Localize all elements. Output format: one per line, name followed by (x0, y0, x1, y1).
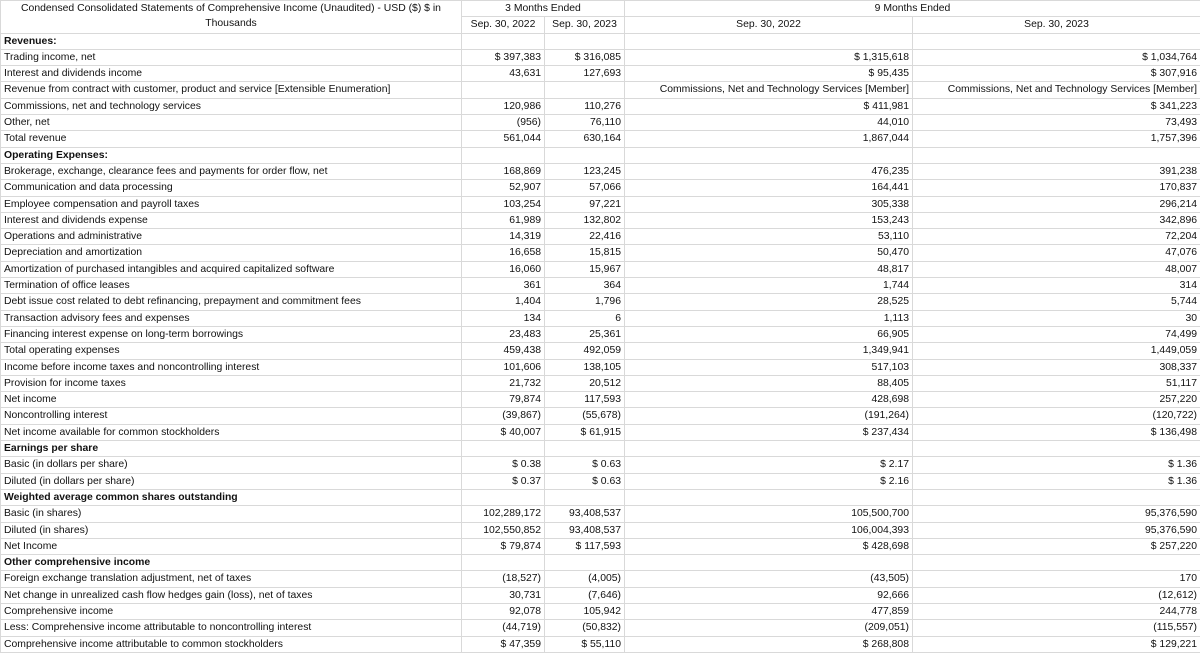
value-cell: 5,744 (913, 294, 1200, 310)
value-cell (462, 441, 545, 457)
value-cell (545, 147, 625, 163)
value-cell: $ 129,221 (913, 636, 1200, 652)
value-cell: 117,593 (545, 392, 625, 408)
row-label: Financing interest expense on long-term borrowings (1, 326, 462, 342)
value-cell: $ 268,808 (625, 636, 913, 652)
value-cell: 127,693 (545, 66, 625, 82)
value-cell: 105,942 (545, 603, 625, 619)
table-row (1, 326, 1200, 342)
table-row (1, 473, 1200, 489)
table-row (1, 245, 1200, 261)
value-cell: 21,732 (462, 375, 545, 391)
value-cell: 15,815 (545, 245, 625, 261)
section-label: Weighted average common shares outstanding (1, 489, 462, 505)
value-cell: 168,869 (462, 163, 545, 179)
value-cell: 16,060 (462, 261, 545, 277)
table-row (1, 294, 1200, 310)
row-label: Comprehensive income (1, 603, 462, 619)
value-cell: 517,103 (625, 359, 913, 375)
value-cell (462, 33, 545, 49)
value-cell: $ 2.17 (625, 457, 913, 473)
value-cell (462, 555, 545, 571)
value-cell: $ 341,223 (913, 98, 1200, 114)
value-cell: (12,612) (913, 587, 1200, 603)
value-cell: $ 257,220 (913, 538, 1200, 554)
value-cell: 1,796 (545, 294, 625, 310)
value-cell: 364 (545, 278, 625, 294)
row-label: Noncontrolling interest (1, 408, 462, 424)
table-row (1, 571, 1200, 587)
table-row (1, 196, 1200, 212)
value-cell: 97,221 (545, 196, 625, 212)
value-cell: 22,416 (545, 229, 625, 245)
value-cell: 1,404 (462, 294, 545, 310)
table-row (1, 82, 1200, 98)
table-row (1, 636, 1200, 652)
row-label: Basic (in dollars per share) (1, 457, 462, 473)
value-cell: 95,376,590 (913, 506, 1200, 522)
table-row (1, 131, 1200, 147)
value-cell: 15,967 (545, 261, 625, 277)
value-cell: (55,678) (545, 408, 625, 424)
row-label: Trading income, net (1, 49, 462, 65)
section-label: Revenues: (1, 33, 462, 49)
value-cell: 43,631 (462, 66, 545, 82)
value-cell (462, 489, 545, 505)
table-row (1, 620, 1200, 636)
section-header-row (1, 489, 1200, 505)
value-cell (625, 489, 913, 505)
value-cell (462, 82, 545, 98)
row-label: Provision for income taxes (1, 375, 462, 391)
row-label: Commissions, net and technology services (1, 98, 462, 114)
value-cell: 305,338 (625, 196, 913, 212)
value-cell: (50,832) (545, 620, 625, 636)
value-cell (913, 489, 1200, 505)
row-label: Termination of office leases (1, 278, 462, 294)
value-cell: 314 (913, 278, 1200, 294)
table-row (1, 457, 1200, 473)
section-label: Other comprehensive income (1, 555, 462, 571)
value-cell: 102,289,172 (462, 506, 545, 522)
row-label: Other, net (1, 115, 462, 131)
row-label: Less: Comprehensive income attributable to noncontrolling interest (1, 620, 462, 636)
row-label: Operations and administrative (1, 229, 462, 245)
table-row (1, 66, 1200, 82)
value-cell: 66,905 (625, 326, 913, 342)
value-cell: $ 117,593 (545, 538, 625, 554)
group-header-9-months: 9 Months Ended (625, 1, 1200, 17)
value-cell: 296,214 (913, 196, 1200, 212)
value-cell (545, 33, 625, 49)
value-cell: 74,499 (913, 326, 1200, 342)
value-cell: Commissions, Net and Technology Services [Member] (913, 82, 1200, 98)
row-label: Employee compensation and payroll taxes (1, 196, 462, 212)
row-label: Transaction advisory fees and expenses (1, 310, 462, 326)
value-cell: 106,004,393 (625, 522, 913, 538)
value-cell: 95,376,590 (913, 522, 1200, 538)
value-cell: 79,874 (462, 392, 545, 408)
value-cell: $ 55,110 (545, 636, 625, 652)
value-cell: $ 79,874 (462, 538, 545, 554)
value-cell: 134 (462, 310, 545, 326)
value-cell: 93,408,537 (545, 522, 625, 538)
table-row (1, 587, 1200, 603)
row-label: Diluted (in shares) (1, 522, 462, 538)
value-cell: 53,110 (625, 229, 913, 245)
value-cell: (209,051) (625, 620, 913, 636)
value-cell: $ 0.63 (545, 457, 625, 473)
row-label: Depreciation and amortization (1, 245, 462, 261)
value-cell: 23,483 (462, 326, 545, 342)
value-cell: 92,078 (462, 603, 545, 619)
value-cell: 428,698 (625, 392, 913, 408)
table-row (1, 163, 1200, 179)
value-cell: $ 0.37 (462, 473, 545, 489)
value-cell: $ 136,498 (913, 424, 1200, 440)
value-cell: (115,557) (913, 620, 1200, 636)
row-label: Interest and dividends income (1, 66, 462, 82)
value-cell (625, 555, 913, 571)
value-cell: 16,658 (462, 245, 545, 261)
table-row (1, 375, 1200, 391)
value-cell: $ 1.36 (913, 457, 1200, 473)
value-cell: 1,757,396 (913, 131, 1200, 147)
value-cell: $ 47,359 (462, 636, 545, 652)
row-label: Brokerage, exchange, clearance fees and payments for order flow, net (1, 163, 462, 179)
value-cell: 72,204 (913, 229, 1200, 245)
table-row (1, 506, 1200, 522)
value-cell: 103,254 (462, 196, 545, 212)
table-row (1, 180, 1200, 196)
value-cell: 93,408,537 (545, 506, 625, 522)
row-label: Net Income (1, 538, 462, 554)
section-header-row (1, 33, 1200, 49)
value-cell: 123,245 (545, 163, 625, 179)
row-label: Total revenue (1, 131, 462, 147)
table-row (1, 98, 1200, 114)
row-label: Revenue from contract with customer, product and service [Extensible Enumeration] (1, 82, 462, 98)
value-cell (625, 441, 913, 457)
value-cell: 630,164 (545, 131, 625, 147)
value-cell: (39,867) (462, 408, 545, 424)
value-cell (545, 441, 625, 457)
value-cell: (43,505) (625, 571, 913, 587)
value-cell: $ 0.38 (462, 457, 545, 473)
statement-title: Condensed Consolidated Statements of Comprehensive Income (Unaudited) - USD ($) $ in Thousands (1, 1, 462, 34)
value-cell: 308,337 (913, 359, 1200, 375)
value-cell: 30 (913, 310, 1200, 326)
row-label: Foreign exchange translation adjustment, net of taxes (1, 571, 462, 587)
section-header-row (1, 555, 1200, 571)
value-cell: 110,276 (545, 98, 625, 114)
value-cell: 52,907 (462, 180, 545, 196)
table-row (1, 522, 1200, 538)
value-cell: 61,989 (462, 212, 545, 228)
value-cell (625, 33, 913, 49)
value-cell: 459,438 (462, 343, 545, 359)
value-cell: 102,550,852 (462, 522, 545, 538)
value-cell: 14,319 (462, 229, 545, 245)
table-row (1, 115, 1200, 131)
value-cell: $ 1,034,764 (913, 49, 1200, 65)
table-row (1, 343, 1200, 359)
value-cell: 47,076 (913, 245, 1200, 261)
row-label: Debt issue cost related to debt refinancing, prepayment and commitment fees (1, 294, 462, 310)
value-cell: $ 307,916 (913, 66, 1200, 82)
value-cell: $ 40,007 (462, 424, 545, 440)
row-label: Total operating expenses (1, 343, 462, 359)
value-cell: $ 1.36 (913, 473, 1200, 489)
table-row (1, 49, 1200, 65)
column-header-date: Sep. 30, 2023 (913, 17, 1200, 33)
value-cell: (7,646) (545, 587, 625, 603)
value-cell: 170 (913, 571, 1200, 587)
value-cell (545, 489, 625, 505)
section-header-row (1, 441, 1200, 457)
row-label: Basic (in shares) (1, 506, 462, 522)
value-cell: 20,512 (545, 375, 625, 391)
value-cell: 1,113 (625, 310, 913, 326)
table-row (1, 212, 1200, 228)
value-cell: 28,525 (625, 294, 913, 310)
value-cell: (18,527) (462, 571, 545, 587)
value-cell: 1,349,941 (625, 343, 913, 359)
value-cell: 105,500,700 (625, 506, 913, 522)
row-label: Comprehensive income attributable to common stockholders (1, 636, 462, 652)
row-label: Interest and dividends expense (1, 212, 462, 228)
value-cell: 88,405 (625, 375, 913, 391)
table-row (1, 278, 1200, 294)
value-cell: $ 411,981 (625, 98, 913, 114)
section-header-row (1, 147, 1200, 163)
table-row (1, 538, 1200, 554)
value-cell: 477,859 (625, 603, 913, 619)
value-cell: 1,449,059 (913, 343, 1200, 359)
value-cell (913, 441, 1200, 457)
value-cell: 25,361 (545, 326, 625, 342)
row-label: Communication and data processing (1, 180, 462, 196)
row-label: Net change in unrealized cash flow hedges gain (loss), net of taxes (1, 587, 462, 603)
value-cell: $ 1,315,618 (625, 49, 913, 65)
section-label: Earnings per share (1, 441, 462, 457)
row-label: Income before income taxes and noncontrolling interest (1, 359, 462, 375)
value-cell: $ 2.16 (625, 473, 913, 489)
section-label: Operating Expenses: (1, 147, 462, 163)
value-cell: $ 95,435 (625, 66, 913, 82)
table-row (1, 408, 1200, 424)
value-cell (462, 147, 545, 163)
row-label: Net income (1, 392, 462, 408)
value-cell: 92,666 (625, 587, 913, 603)
row-label: Net income available for common stockholders (1, 424, 462, 440)
table-row (1, 310, 1200, 326)
value-cell: 170,837 (913, 180, 1200, 196)
value-cell: 476,235 (625, 163, 913, 179)
value-cell (625, 147, 913, 163)
table-row (1, 261, 1200, 277)
value-cell: (956) (462, 115, 545, 131)
value-cell: 48,817 (625, 261, 913, 277)
value-cell: 76,110 (545, 115, 625, 131)
value-cell: $ 397,383 (462, 49, 545, 65)
value-cell: (120,722) (913, 408, 1200, 424)
value-cell (545, 555, 625, 571)
value-cell: 391,238 (913, 163, 1200, 179)
value-cell: 50,470 (625, 245, 913, 261)
table-row (1, 603, 1200, 619)
value-cell: 132,802 (545, 212, 625, 228)
value-cell: 138,105 (545, 359, 625, 375)
value-cell: 30,731 (462, 587, 545, 603)
value-cell (545, 82, 625, 98)
group-header-3-months: 3 Months Ended (462, 1, 625, 17)
value-cell: 361 (462, 278, 545, 294)
value-cell (913, 555, 1200, 571)
value-cell: (44,719) (462, 620, 545, 636)
value-cell: 153,243 (625, 212, 913, 228)
value-cell: (191,264) (625, 408, 913, 424)
header-row-groups (1, 1, 1200, 17)
value-cell: $ 0.63 (545, 473, 625, 489)
column-header-date: Sep. 30, 2022 (462, 17, 545, 33)
value-cell: 120,986 (462, 98, 545, 114)
value-cell: 51,117 (913, 375, 1200, 391)
column-header-date: Sep. 30, 2023 (545, 17, 625, 33)
value-cell: 101,606 (462, 359, 545, 375)
value-cell: 1,744 (625, 278, 913, 294)
value-cell: 257,220 (913, 392, 1200, 408)
value-cell: 48,007 (913, 261, 1200, 277)
value-cell: 1,867,044 (625, 131, 913, 147)
row-label: Amortization of purchased intangibles and acquired capitalized software (1, 261, 462, 277)
value-cell (913, 33, 1200, 49)
value-cell (913, 147, 1200, 163)
value-cell: 244,778 (913, 603, 1200, 619)
table-row (1, 392, 1200, 408)
value-cell: $ 316,085 (545, 49, 625, 65)
column-header-date: Sep. 30, 2022 (625, 17, 913, 33)
table-row (1, 424, 1200, 440)
value-cell: 164,441 (625, 180, 913, 196)
value-cell: (4,005) (545, 571, 625, 587)
value-cell: 6 (545, 310, 625, 326)
value-cell: $ 237,434 (625, 424, 913, 440)
value-cell: $ 61,915 (545, 424, 625, 440)
value-cell: 73,493 (913, 115, 1200, 131)
value-cell: 561,044 (462, 131, 545, 147)
table-row (1, 359, 1200, 375)
table-row (1, 229, 1200, 245)
value-cell: 492,059 (545, 343, 625, 359)
value-cell: 57,066 (545, 180, 625, 196)
row-label: Diluted (in dollars per share) (1, 473, 462, 489)
value-cell: 342,896 (913, 212, 1200, 228)
statement-body (1, 33, 1200, 652)
value-cell: Commissions, Net and Technology Services [Member] (625, 82, 913, 98)
value-cell: 44,010 (625, 115, 913, 131)
value-cell: $ 428,698 (625, 538, 913, 554)
